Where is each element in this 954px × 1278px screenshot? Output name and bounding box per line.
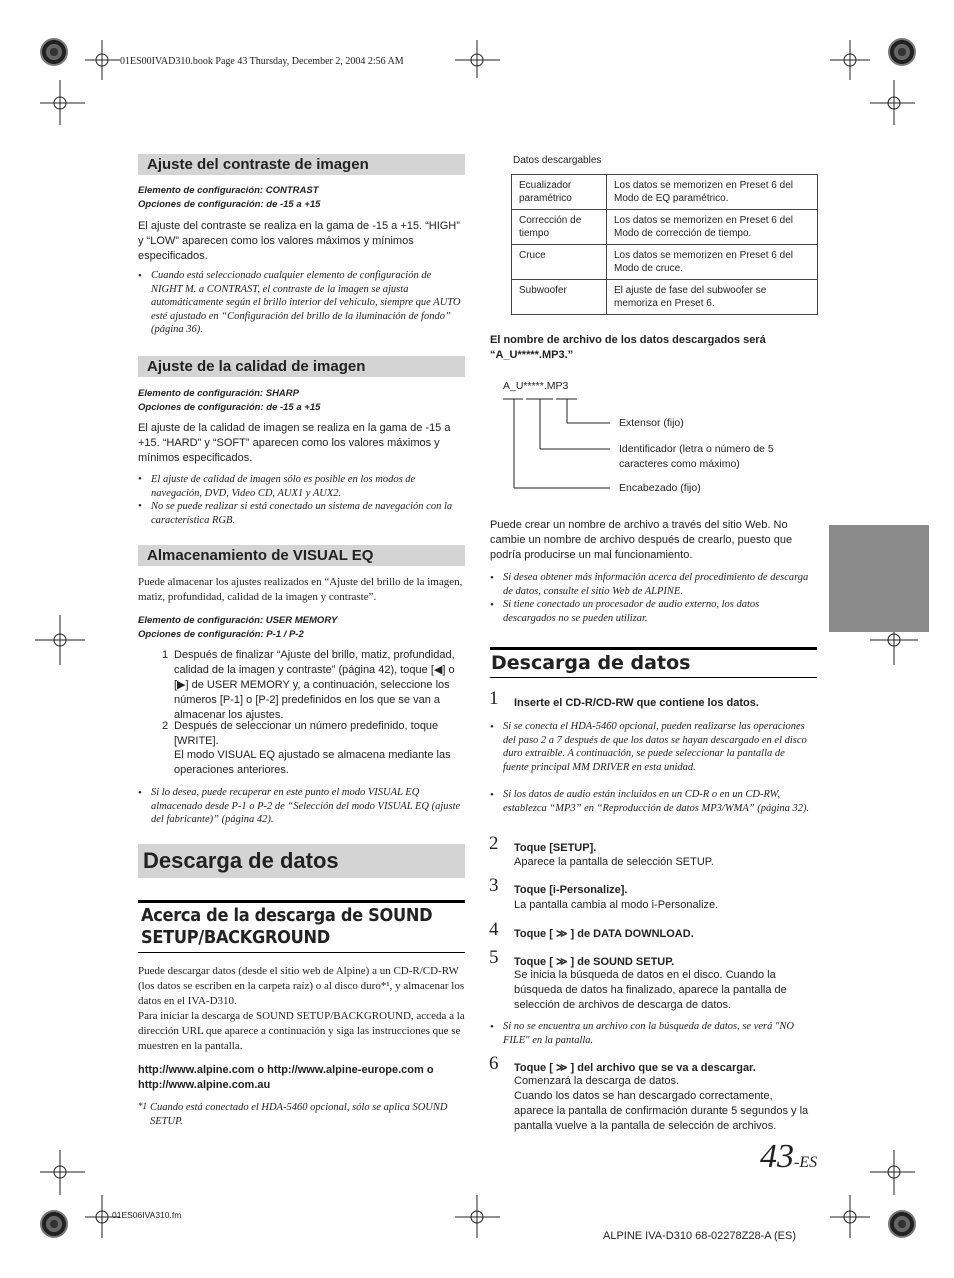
table-cell-type: Ecualizador paramétrico <box>512 175 607 210</box>
step-description: Aparece la pantalla de selección SETUP. <box>514 856 714 868</box>
body-text: El ajuste de la calidad de imagen se realiza en la gama de -15 a +15. “HARD” y “SOFT” aparecen como los valores máximos y mínimos especificados. <box>138 422 451 464</box>
subsection-title: Acerca de la descarga de SOUND SETUP/BACKGROUND <box>141 905 433 948</box>
table-row <box>512 210 818 245</box>
label-extension: Extensor (fijo) <box>619 417 684 429</box>
step-description: Se inicia la búsqueda de datos en el disco. Cuando la búsqueda de datos ha finalizado, aparece la pantalla de selección de archivos de descarga de datos. <box>514 969 787 1011</box>
body-text: El ajuste del contraste se realiza en la gama de -15 a +15. “HIGH” y “LOW” aparecen como los valores máximos y mínimos especificados. <box>138 220 460 262</box>
footer-model: ALPINE IVA-D310 68-02278Z28-A (ES) <box>603 1230 797 1242</box>
note-text: Si desea obtener más información acerca del procedimiento de descarga de datos, consulte el sitio Web de ALPINE. <box>503 572 809 597</box>
table-cell-type: Corrección de tiempo <box>512 210 607 245</box>
section-rule <box>490 647 817 650</box>
note-text: Si no se encuentra un archivo con la búsqueda de datos, se verá "NO FILE" en la pantalla. <box>503 1021 794 1046</box>
step-title: Toque [ ≫ ] del archivo que se va a descargar. <box>514 1062 756 1074</box>
body-text: Para iniciar la descarga de SOUND SETUP/BACKGROUND, acceda a la dirección URL que aparece a continuación y siga las instrucciones que se muestren en la pantalla. <box>138 1010 465 1052</box>
filename-heading: El nombre de archivo de los datos descargados será “A_U*****.MP3.” <box>490 334 766 361</box>
bullet: • <box>138 500 142 512</box>
step-number: 1 <box>162 649 169 661</box>
bullet: • <box>138 473 142 485</box>
step-number: 3 <box>489 875 499 896</box>
note-text: No se puede realizar si está conectado un sistema de navegación con la característica RGB. <box>151 501 453 526</box>
note-text: Si tiene conectado un procesador de audio externo, los datos descargados no se pueden utilizar. <box>503 599 760 624</box>
table-cell-type: Subwoofer <box>512 280 607 315</box>
side-tab <box>829 525 929 632</box>
bullet: • <box>490 599 494 611</box>
config-item: Elemento de configuración: SHARP <box>138 388 299 399</box>
step-number: 5 <box>489 947 499 968</box>
step-title: Inserte el CD-R/CD-RW que contiene los datos. <box>514 697 759 709</box>
step-title: Toque [ ≫ ] de SOUND SETUP. <box>514 956 675 968</box>
config-item: Elemento de configuración: USER MEMORY <box>138 615 338 626</box>
table-caption: Datos descargables <box>513 155 602 166</box>
step-description: La pantalla cambia al modo i-Personalize. <box>514 899 719 911</box>
config-item: Elemento de configuración: CONTRAST <box>138 185 319 196</box>
page-number <box>760 1138 817 1176</box>
footnote-text: Cuando está conectado el HDA-5460 opcional, sólo se aplica SOUND SETUP. <box>150 1102 448 1127</box>
url-list: http://www.alpine.com o http://www.alpine-europe.com o http://www.alpine.com.au <box>138 1064 434 1091</box>
bullet: • <box>490 721 494 733</box>
footnote-mark: *1 <box>138 1101 147 1111</box>
section-rule <box>138 952 465 953</box>
body-text: Puede crear un nombre de archivo a través del sitio Web. No cambie un nombre de archivo después de crearlo, puesto que podría producirse un mal funcionamiento. <box>490 519 793 561</box>
label-identifier: Identificador (letra o número de 5 caracteres como máximo) <box>619 443 774 470</box>
step-title: Toque [ ≫ ] de DATA DOWNLOAD. <box>514 928 694 940</box>
table-cell-desc: Los datos se memorizen en Preset 6 del Modo de EQ paramétrico. <box>607 175 818 210</box>
section-title-quality: Ajuste de la calidad de imagen <box>138 356 465 377</box>
bullet: • <box>490 789 494 801</box>
section-rule <box>138 900 465 903</box>
table-row <box>512 245 818 280</box>
body-text: Puede descargar datos (desde el sitio web de Alpine) a un CD-R/CD-RW (los datos se escriben en la carpeta raíz) o al disco duro*¹, y almacenar los datos en el IVA-D310. <box>138 965 465 1007</box>
section-title-visual-eq: Almacenamiento de VISUAL EQ <box>138 545 465 566</box>
note-text: Si los datos de audio están incluidos en un CD-R o en un CD-RW, establezca “MP3” en “Reproducción de datos MP3/WMA” (página 32). <box>503 789 810 814</box>
filename-diagram-lines <box>490 395 640 495</box>
bullet: • <box>490 572 494 584</box>
filename-example: A_U*****.MP3 <box>503 380 569 392</box>
table-row <box>512 175 818 210</box>
config-options: Opciones de configuración: P-1 / P-2 <box>138 629 304 640</box>
bullet: • <box>490 1021 494 1033</box>
step-title: Toque [SETUP]. <box>514 842 597 854</box>
downloadable-data-table <box>511 174 818 315</box>
table-cell-desc: Los datos se memorizen en Preset 6 del Modo de cruce. <box>607 245 818 280</box>
body-text: Puede almacenar los ajustes realizados en “Ajuste del brillo de la imagen, matiz, profundidad, calidad de la imagen y contraste”. <box>138 576 463 603</box>
step-description: Cuando los datos se han descargado correctamente, aparece la pantalla de confirmación durante 5 segundos y la pantalla vuelve a la pantalla de selección de archivos. <box>514 1090 809 1132</box>
step-title: Toque [i-Personalize]. <box>514 884 628 896</box>
footer-file: 01ES06IVA310.fm <box>112 1210 182 1220</box>
step-description: Comenzará la descarga de datos. <box>514 1075 680 1087</box>
step-number: 4 <box>489 919 499 940</box>
page-number-suffix: -ES <box>794 1154 818 1171</box>
table-row <box>512 280 818 315</box>
section-title-contrast: Ajuste del contraste de imagen <box>138 154 465 175</box>
note-text: Si lo desea, puede recuperar en este punto el modo VISUAL EQ almacenado desde P-1 o P-2 de “Selección del modo VISUAL EQ (ajuste del fabricante)” (página 42). <box>151 787 461 825</box>
page-number-value: 43 <box>760 1138 794 1175</box>
bullet: • <box>138 787 142 799</box>
config-options: Opciones de configuración: de -15 a +15 <box>138 199 321 210</box>
section-title-download: Descarga de datos <box>491 652 691 674</box>
label-header: Encabezado (fijo) <box>619 482 701 494</box>
header-file-info: 01ES00IVAD310.book Page 43 Thursday, December 2, 2004 2:56 AM <box>120 56 404 67</box>
note-text: El ajuste de calidad de imagen sólo es posible en los modos de navegación, DVD, Video CD, AUX1 y AUX2. <box>151 474 416 499</box>
bullet: • <box>138 270 142 282</box>
config-options: Opciones de configuración: de -15 a +15 <box>138 402 321 413</box>
table-cell-desc: Los datos se memorizen en Preset 6 del Modo de corrección de tiempo. <box>607 210 818 245</box>
section-rule <box>490 677 817 678</box>
table-cell-desc: El ajuste de fase del subwoofer se memoriza en Preset 6. <box>607 280 818 315</box>
step-number: 1 <box>489 688 499 709</box>
note-text: Cuando está seleccionado cualquier elemento de configuración de NIGHT M. a CONTRAST, el contraste de la imagen se ajusta automáticamente según el brillo interior del vehículo, siempre que AUTO esté ajustado en “Configuración del brillo de la iluminación de fondo” (página 36). <box>151 270 461 335</box>
big-section-title: Descarga de datos <box>138 844 465 878</box>
step-text: El modo VISUAL EQ ajustado se almacena mediante las operaciones anteriores. <box>174 749 451 776</box>
step-number: 6 <box>489 1053 499 1074</box>
table-cell-type: Cruce <box>512 245 607 280</box>
step-number: 2 <box>162 720 169 732</box>
note-text: Si se conecta el HDA-5460 opcional, pueden realizarse las operaciones del paso 2 a 7 después de que los datos se hayan descargado en el disco duro extraíble. A continuación, se puede seleccionar la pantalla de fuente principal MM DRIVER en esta unidad. <box>503 721 807 773</box>
step-text: Después de seleccionar un número predefinido, toque [WRITE]. <box>174 720 439 747</box>
step-text: Después de finalizar “Ajuste del brillo, matiz, profundidad, calidad de la imagen y contraste” (página 42), toque [◀] o [▶] de USER MEMORY y, a continuación, seleccione los números [P-1] o [P-2] predefinidos en los que se van a almacenar los ajustes. <box>174 649 455 721</box>
step-number: 2 <box>489 833 499 854</box>
